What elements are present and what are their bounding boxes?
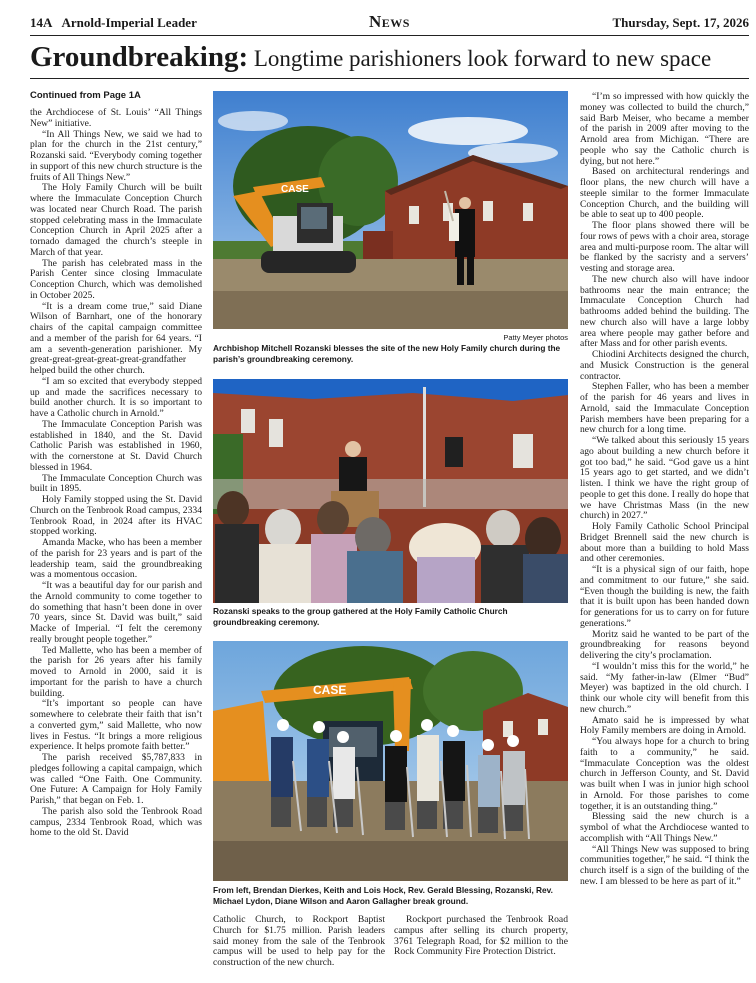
masthead-rule — [30, 35, 749, 36]
paragraph: Blessing said the new church is a symbol of what the Archdiocese wanted to accomplish with “All Things New.” — [580, 811, 749, 844]
paragraph: The parish received $5,787,833 in pledges following a capital campaign, which was called “One Faith. One Community. One Future: A Campaign for Holy Family Parish,” that began on Feb. 1. — [30, 752, 202, 806]
paragraph: The Immaculate Conception Church was built in 1895. — [30, 472, 202, 495]
paragraph: Rockport purchased the Tenbrook Road campus after selling its church property, 3761 Telegraph Road, for $2 million to the Rock Community Fire Protection District. — [394, 915, 568, 958]
article-column-1 — [30, 108, 202, 976]
paragraph: The parish has celebrated mass in the Parish Center since closing Immaculate Conception Church, which was demolished in October 2025. — [30, 257, 202, 301]
photo-blessing-image — [213, 91, 568, 329]
paragraph: “It’s important so people can have somewhere to celebrate their faith that isn’t a converted gym,” said Mallette, who now lives in Festus. “It brings a more religious experience. It helps promote faith better.” — [30, 698, 202, 753]
paragraph: The Holy Family Church will be built where the Immaculate Conception Church was located near Church Road. The parish stopped celebrating mass in the Immaculate Conception Church in April 2025 after a tornado damaged the church’s steeple in March of that year. — [30, 182, 202, 258]
issue-date: Thursday, Sept. 17, 2026 — [612, 15, 749, 30]
paragraph: Catholic Church, to Rockport Baptist Church for $1.75 million. Parish leaders said money from the sale of the Tenbrook campus will be used to help pay for the construction of the new church. — [213, 915, 385, 968]
paragraph: “I’m so impressed with how quickly the money was collected to build the church,” said Barb Meiser, who became a member of the parish in 2009 after moving to the Arnold area from Michigan. “There are people who say the Catholic church is dying, but not here.” — [580, 92, 749, 167]
paragraph: Chiodini Architects designed the church, and Musick Construction is the general contractor. — [580, 349, 749, 382]
paragraph: “All Things New was supposed to bring communities together,” he said. “I think the church itself is a sign of the building of the new. I am blessed to be here as part of it.” — [580, 843, 749, 887]
photo-speech — [213, 379, 568, 603]
paragraph: Holy Family stopped using the St. David Church on the Tenbrook Road campus, 2334 Tenbrook Road, in 2024 after its HVAC stopped working. — [30, 494, 202, 538]
paragraph: “I wouldn’t miss this for the world,” he said. “My father-in-law (Elmer “Bud” Meyer) was baptized in the old church. I think our whole city will benefit from this new church.” — [580, 660, 749, 715]
photo-speech-image — [213, 379, 568, 603]
photo-caption-3: From left, Brendan Dierkes, Keith and Lois Hock, Rev. Gerald Blessing, Rozanski, Rev. Michael Lydon, Diane Wilson and Aaron Gallagher break ground. — [213, 885, 553, 906]
paragraph: “In All Things New, we said we had to plan for the church in the 21st century,” Rozanski said. “Everybody coming together in support of this new church structure is the fruits of All Things New.” — [30, 128, 202, 183]
paragraph: “You always hope for a church to bring faith to a community,” he said. “Immaculate Conception was the oldest church in Jefferson County, and St. David was built when I was in junior high school in Arnold. For those parishes to come together, it is an outstanding thing.” — [580, 736, 749, 812]
paragraph: Moritz said he wanted to be part of the groundbreaking for reasons beyond delivering the city’s proclamation. — [580, 628, 749, 661]
paragraph: the Archdiocese of St. Louis’ “All Things New” initiative. — [30, 108, 202, 129]
paragraph: Based on architectural renderings and floor plans, the new church will have a steeple similar to the former Immaculate Conception Church, and the building will be able to seat up to 400 people. — [580, 166, 749, 221]
paragraph: The floor plans showed there will be four rows of pews with a choir area, storage area and multi-purpose room. The altar will be flanked by the sacristy and a servers’ vesting and storage area. — [580, 220, 749, 274]
paragraph: The parish also sold the Tenbrook Road campus, 2334 Tenbrook Road, which was home to the old St. David — [30, 805, 202, 839]
paper-name: Arnold-Imperial Leader — [61, 15, 197, 30]
masthead — [30, 12, 749, 34]
paragraph: The new church also will have indoor bathrooms near the main entrance; the Immaculate Conception Church had bathrooms added behind the building. The new church also will have a large lobby area where people may gather before and after Mass and for other parish events. — [580, 273, 749, 350]
photo-caption-1: Archbishop Mitchell Rozanski blesses the site of the new Holy Family church during the parish’s groundbreaking ceremony. — [213, 343, 561, 364]
excavator-brand-text: CASE — [281, 184, 309, 195]
headline-rule — [30, 78, 749, 79]
article-column-3 — [394, 915, 568, 977]
excavator-brand-text: CASE — [313, 683, 347, 697]
headline — [30, 40, 749, 79]
paragraph: Holy Family Catholic School Principal Bridget Brennell said the new church is about more than a building to hold Mass and other ceremonies. — [580, 521, 749, 565]
paragraph: Stephen Faller, who has been a member of the parish for 46 years and lives in Arnold, said the Immaculate Conception Parish members have been preparing for a new church for a long time. — [580, 381, 749, 436]
paragraph: The Immaculate Conception Parish was established in 1840, and the St. David Catholic Parish was established in 1960, with the cornerstone at St. David Church blessed in 1964. — [30, 418, 202, 473]
headline-main: Groundbreaking: — [30, 41, 249, 73]
photo-groundbreaking — [213, 641, 568, 881]
photo-groundbreaking-image — [213, 641, 568, 881]
page-label: 14A Arnold-Imperial Leader — [30, 15, 197, 30]
photo-credit: Patty Meyer photos — [503, 333, 568, 342]
paragraph: “I am so excited that everybody stepped up and made the sacrifices necessary to build another church. It is so important to have a Catholic church in Arnold.” — [30, 375, 202, 419]
paragraph: Amato said he is impressed by what Holy Family members are doing in Arnold. — [580, 714, 749, 737]
article-column-4 — [580, 92, 749, 976]
photo-blessing — [213, 91, 568, 329]
section-name: News — [369, 12, 410, 31]
paragraph: Ted Mallette, who has been a member of the parish for 26 years after his family moved to Arnold in 2000, said it is important for the parish to have a church building. — [30, 644, 202, 699]
paragraph: Amanda Macke, who has been a member of the parish for 23 years and is part of the leadership team, said the groundbreaking was a momentous occasion. — [30, 537, 202, 581]
headline-sub: Longtime parishioners look forward to new space — [248, 46, 712, 71]
article-column-2 — [213, 915, 385, 977]
continued-label: Continued from Page 1A — [30, 90, 141, 101]
paragraph: “It is a dream come true,” said Diane Wilson of Barnhart, one of the honorary chairs of the capital campaign committee and a member of the parish for 64 years. “I am a seventh-generation parishioner. My great-great-great-great-great-grandfather helped build the other church. — [30, 300, 202, 376]
paragraph: “We talked about this seriously 15 years ago about building a new church before it got too bad,” he said. “God gave us a hint 15 years ago to get started, and we didn’t listen. I think we have the right group of people to get this done. I really do hope that we have Christmas Mass (in the new church) in 2027.” — [580, 435, 749, 522]
photo-caption-2: Rozanski speaks to the group gathered at the Holy Family Catholic Church groundbreaking ceremony. — [213, 606, 508, 627]
paragraph: “It is a physical sign of our faith, hope and commitment to our future,” she said. “Even though the building is new, the faith that it is built upon has been handed down for generations for us to carry on for future generations.” — [580, 564, 749, 629]
paragraph: “It was a beautiful day for our parish and the Arnold community to come together to do something that hasn’t been done in over 70 years, since St. David was built,” said Macke of Imperial. “I felt the ceremony really brought people together.” — [30, 580, 202, 645]
